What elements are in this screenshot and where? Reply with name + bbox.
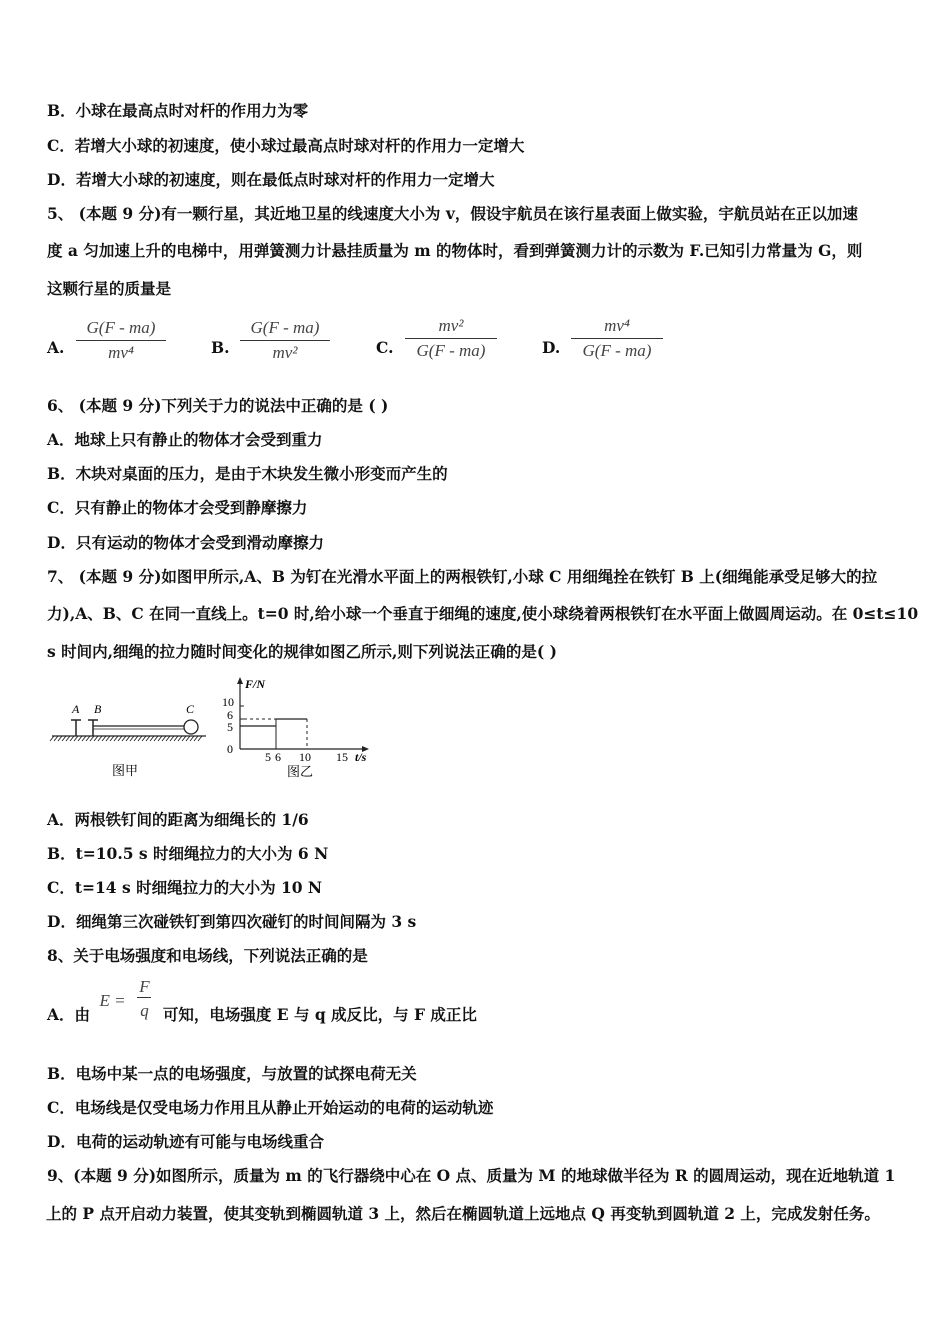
q6-option-c: C．只有静止的物体才会受到静摩擦力 [47, 498, 308, 517]
q7-stem-line1: 7、 (本题 9 分)如图甲所示,A、B 为钉在光滑水平面上的两根铁钉,小球 C 用细绳拴在铁钉 B 上(细绳能承受足够大的拉 [47, 567, 878, 586]
q8-option-a-prefix: A．由 [47, 1005, 91, 1024]
q5-option-c-numerator: mv² [438, 316, 464, 335]
y-tick-label-10: 10 [222, 695, 234, 709]
q5-stem-line1: 5、 (本题 9 分)有一颗行星，其近地卫星的线速度大小为 v，假设宇航员在该行星表面上做实验，宇航员站在正以加速 [47, 204, 858, 223]
q5-option-c-fraction [405, 316, 497, 361]
q6-stem: 6、 (本题 9 分)下列关于力的说法中正确的是 ( ) [47, 396, 389, 415]
x-tick-label-5: 5 [265, 750, 271, 764]
fraction-bar [571, 338, 663, 339]
x-tick-label-6: 6 [275, 750, 281, 764]
q9-stem-line1: 9、(本题 9 分)如图所示，质量为 m 的飞行器绕中心在 O 点、质量为 M 的地球做半径为 R 的圆周运动，现在近地轨道 1 [47, 1166, 896, 1185]
q7-stem-line2: 力),A、B、C 在同一直线上。t=0 时,给小球一个垂直于细绳的速度,使小球绕着两根铁钉在水平面上做圆周运动。在 0≤t≤10 [47, 604, 919, 623]
q8-option-c: C．电场线是仅受电场力作用且从静止开始运动的电荷的运动轨迹 [47, 1098, 494, 1117]
label-b: B [94, 702, 102, 716]
q5-option-a-numerator: G(F - ma) [86, 318, 156, 337]
q8-option-a [47, 977, 477, 1025]
label-a: A [72, 702, 80, 716]
q7-option-a: A．两根铁钉间的距离为细绳长的 1/6 [47, 810, 309, 829]
q8-formula [95, 977, 157, 1025]
q5-option-b-fraction [240, 318, 330, 363]
x-tick-label-15: 15 [336, 750, 348, 764]
fraction-bar [405, 338, 497, 339]
q4-option-b: B．小球在最高点时对杆的作用力为零 [47, 101, 309, 120]
q4-option-d: D．若增大小球的初速度，则在最低点时球对杆的作用力一定增大 [47, 170, 495, 189]
y-axis-label: F/N [245, 677, 266, 691]
q7-option-d: D．细绳第三次碰铁钉到第四次碰钉的时间间隔为 3 s [47, 912, 417, 931]
q6-option-b: B．木块对桌面的压力，是由于木块发生微小形变而产生的 [47, 464, 448, 483]
q7-option-c: C．t=14 s 时细绳拉力的大小为 10 N [47, 878, 323, 897]
label-c: C [186, 702, 195, 716]
q5-option-c-denominator: G(F - ma) [416, 341, 486, 360]
q5-option-a-label: A. [47, 338, 65, 357]
q5-option-a-fraction [76, 318, 166, 363]
ground-hatching [50, 736, 206, 741]
q6-option-a: A．地球上只有静止的物体才会受到重力 [47, 430, 323, 449]
q8-formula-denominator: q [140, 1001, 149, 1020]
q7-figure-a [48, 695, 213, 780]
y-tick-label-0: 0 [227, 742, 233, 756]
q5-option-d-label: D. [542, 338, 561, 357]
q6-option-d: D．只有运动的物体才会受到滑动摩擦力 [47, 533, 324, 552]
y-tick-label-5: 5 [227, 720, 233, 734]
q5-option-b-numerator: G(F - ma) [250, 318, 320, 337]
q5-option-b-denominator: mv² [272, 343, 298, 362]
q5-stem-line3: 这颗行星的质量是 [47, 279, 172, 298]
q5-option-b-label: B. [211, 338, 230, 357]
q9-stem-line2: 上的 P 点开启动力装置，使其变轨到椭圆轨道 3 上，然后在椭圆轨道上远地点 Q 再变轨到圆轨道 2 上，完成发射任务。 [46, 1204, 880, 1223]
x-tick-label-10: 10 [299, 750, 311, 764]
fraction-bar [76, 340, 166, 341]
q7-figure-b [222, 672, 382, 782]
fraction-bar [240, 340, 330, 341]
q8-option-d: D．电荷的运动轨迹有可能与电场线重合 [47, 1132, 324, 1151]
q5-option-d-fraction [571, 316, 663, 361]
figure-a-caption: 图甲 [112, 763, 139, 778]
q5-option-a-denominator: mv⁴ [108, 343, 134, 362]
q7-option-b: B．t=10.5 s 时细绳拉力的大小为 6 N [47, 844, 329, 863]
q8-option-b: B．电场中某一点的电场强度，与放置的试探电荷无关 [47, 1064, 417, 1083]
y-tick-label-6: 6 [227, 708, 233, 722]
y-axis-arrow-icon [237, 677, 243, 684]
q8-option-a-suffix: 可知，电场强度 E 与 q 成反比，与 F 成正比 [162, 1005, 477, 1024]
q8-stem: 8、关于电场强度和电场线，下列说法正确的是 [47, 946, 368, 965]
q5-option-d-numerator: mv⁴ [604, 316, 630, 335]
q5-option-d-denominator: G(F - ma) [582, 341, 652, 360]
figure-b-caption: 图乙 [287, 764, 314, 779]
ball-c [184, 720, 198, 734]
q5-stem-line2: 度 a 匀加速上升的电梯中，用弹簧测力计悬挂质量为 m 的物体时，看到弹簧测力计的示数为 F.已知引力常量为 G，则 [47, 241, 863, 260]
q7-stem-line3: s 时间内,细绳的拉力随时间变化的规律如图乙所示,则下列说法正确的是( ) [47, 642, 557, 661]
x-axis-label: t/s [355, 750, 367, 764]
q8-formula-lhs: E = [99, 991, 126, 1010]
q4-option-c: C．若增大小球的初速度，使小球过最高点时球对杆的作用力一定增大 [47, 136, 525, 155]
q8-formula-numerator: F [139, 977, 150, 996]
nail-b [88, 720, 98, 736]
nail-a [71, 720, 81, 736]
q5-option-c-label: C. [376, 338, 394, 357]
